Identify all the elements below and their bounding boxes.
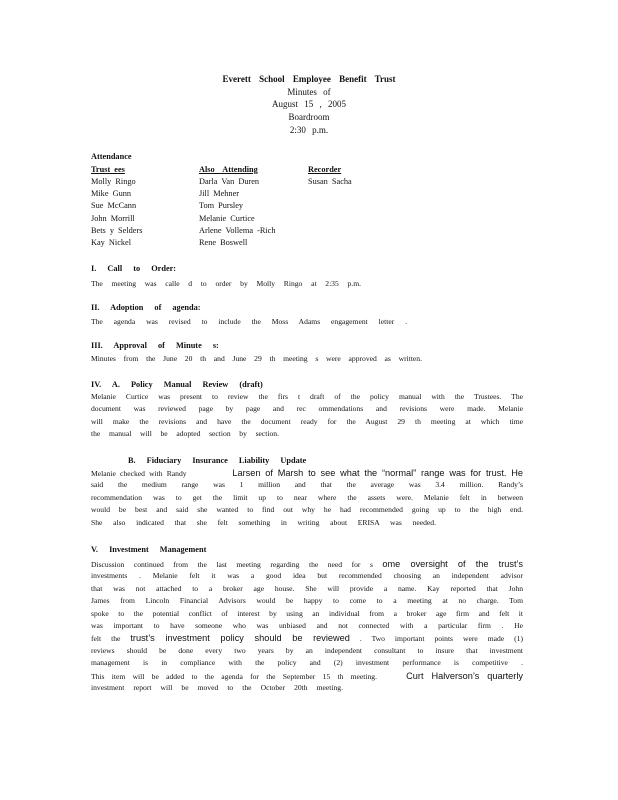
text-line: investment report will be moved to the October 20th meeting. (91, 682, 343, 692)
list-item: Tom Pursley (199, 201, 244, 211)
text-run: This item will be added to the agenda for the September 15 th meeting. (91, 671, 378, 681)
text-run: . Two important points were made (1) (359, 634, 523, 644)
list-item: John Morrill (91, 213, 135, 223)
section-heading: IV. A. Policy Manual Review (draft) (91, 380, 263, 389)
recorder-label: Recorder (308, 165, 342, 174)
section-heading: II. Adoption of agenda: (91, 303, 201, 312)
section-body (91, 278, 361, 290)
text-line: reviews should be done every two years by an independent consultant to insure that investment (91, 645, 523, 655)
list-item: Darla Van Duren (199, 177, 260, 186)
section-body (91, 353, 422, 365)
text-line (91, 467, 523, 479)
also-attending-label: Also Attending (199, 165, 258, 174)
text-line: that was not attached to a broker age house. She will provide a name. Kay reported that John (91, 583, 523, 593)
document-title: Everett School Employee Benefit Trust (222, 74, 396, 84)
meeting-date: August 15 , 2005 (271, 99, 346, 109)
text-line: The agenda was revised to include the Moss Adams engagement letter . (91, 317, 407, 326)
list-item: Sue McCann (91, 201, 137, 211)
text-line: was important to have someone who was unbiased and not connected with a particular firm . He (91, 620, 523, 630)
text-run: Melanie checked with Randy (91, 469, 187, 478)
recorder-list (308, 176, 352, 188)
text-run: ome oversight of the trust’s (382, 559, 523, 569)
attendance-heading: Attendance (91, 152, 132, 161)
list-item: Bets y Selders (91, 225, 143, 235)
text-line: investments . Melanie felt it was a good idea but recommended choosing an independent advisor (91, 571, 523, 581)
trustees-label: Trust ees (91, 165, 125, 174)
section-body (91, 316, 407, 328)
list-item: Rene Boswell (199, 238, 248, 248)
text-run: felt the (91, 634, 121, 644)
text-line: would be best and said she wanted to find out why he had recommended going up to the high end. (91, 505, 523, 515)
document-subtitle: Minutes of (287, 87, 331, 97)
section-body (91, 558, 523, 694)
also-attending-list (199, 176, 276, 249)
text-line: management is in compliance with the policy and (2) investment performance is competitive . (91, 658, 523, 668)
text-line: document was reviewed page by page and rec ommendations and revisions were made. Melanie (91, 404, 523, 414)
section-heading: III. Approval of Minute s: (91, 341, 219, 350)
list-item: Mike Gunn (91, 189, 132, 199)
text-line: recommendation was to get the limit up to near where the assets were. Melanie felt in between (91, 492, 523, 502)
meeting-time: 2:30 p.m. (289, 125, 329, 135)
text-run: Larsen of Marsh to see what the “normal” range was for trust. He (232, 468, 523, 478)
section-heading: V. Investment Management (91, 545, 207, 554)
text-line: said the medium range was 1 million and that the average was 3.4 million. Randy’s (91, 480, 523, 490)
text-line (91, 558, 523, 570)
text-run: trust’s investment policy should be reviewed (130, 633, 350, 644)
section-heading: I. Call to Order: (91, 264, 177, 273)
text-run: Curt Halverson’s quarterly (406, 670, 523, 681)
list-item: Jill Mehner (199, 189, 240, 199)
list-item: Susan Sacha (308, 177, 352, 186)
section-body (91, 467, 523, 529)
trustees-list (91, 176, 142, 249)
text-run: Discussion continued from the last meeting regarding the need for s (91, 560, 373, 569)
text-line: Melanie Curtice was present to review the firs t draft of the policy manual with the Trustees. The (91, 392, 523, 401)
text-line: Minutes from the June 20 th and June 29 th meeting s were approved as written. (91, 354, 422, 363)
text-line: James from Lincoln Financial Advisors would be happy to come to a meeting at no charge. Tom (91, 596, 523, 606)
text-line: the manual will be adopted section by section. (91, 429, 279, 439)
text-line (91, 632, 523, 644)
text-line: She also indicated that she felt something in writing about ERISA was needed. (91, 517, 436, 527)
list-item: Melanie Curtice (199, 213, 255, 223)
section-heading: B. Fiduciary Insurance Liability Update (128, 456, 307, 465)
section-body (91, 391, 523, 441)
list-item: Arlene Vollema -Rich (199, 225, 276, 235)
meeting-location: Boardroom (288, 112, 330, 122)
text-line: The meeting was calle d to order by Molly Ringo at 2:35 p.m. (91, 279, 361, 288)
text-line: will make the revisions and have the document ready for the August 29 th meeting at which time (91, 416, 523, 426)
list-item: Molly Ringo (91, 177, 136, 186)
text-line (91, 670, 523, 682)
text-line: spoke to the potential conflict of interest by using an individual from a broker age firm and felt it (91, 608, 523, 618)
list-item: Kay Nickel (91, 238, 132, 248)
